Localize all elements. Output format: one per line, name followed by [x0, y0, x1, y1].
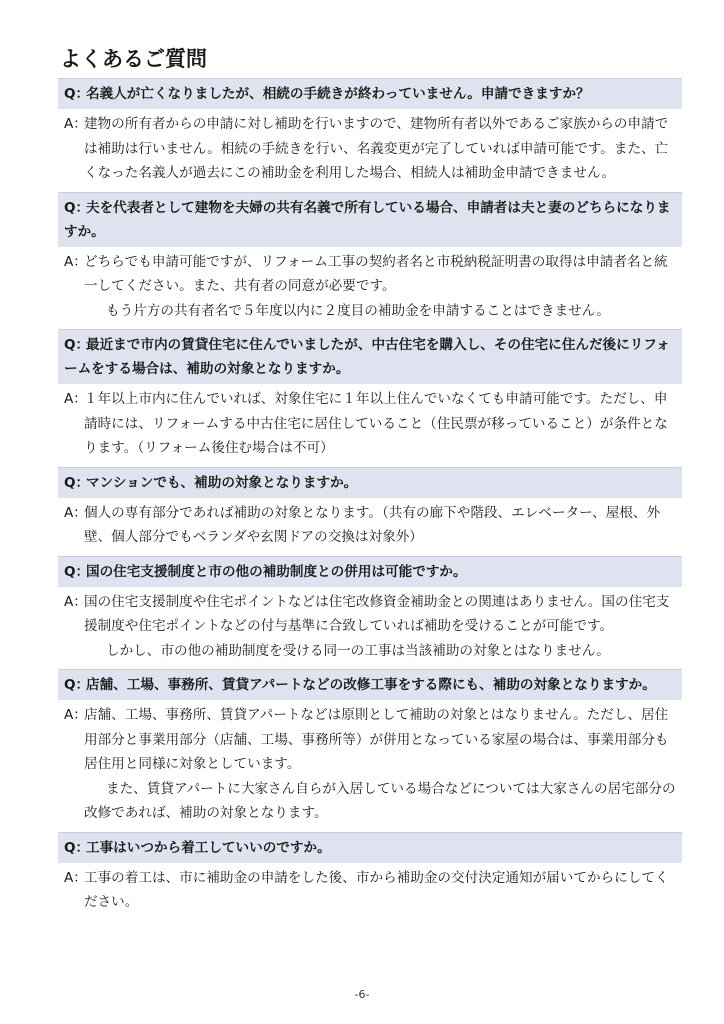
faq-answer — [58, 863, 682, 917]
faq-question — [58, 556, 682, 587]
faq-question — [58, 832, 682, 863]
question-label: Q： — [64, 86, 90, 102]
question-label: Q： — [64, 677, 90, 693]
answer-text: １年以上市内に住んでいれば、対象住宅に１年以上住んでいなくても申請可能です。ただし、申請時には、リフォームする中古住宅に居住していること（住民票が移っていること）が条件となります。（リフォーム後住む場合は不可） — [84, 391, 668, 456]
question-label: Q： — [64, 474, 90, 491]
answer-paragraph — [64, 250, 678, 299]
answer-paragraph — [64, 777, 678, 826]
answer-text: もう片方の共有者名で５年度以内に２度目の補助金を申請することはできません。 — [106, 302, 610, 319]
question-text: マンションでも、補助の対象となりますか。 — [86, 474, 358, 491]
answer-text: 個人の専有部分であれば補助の対象となります。（共有の廊下や階段、エレベーター、屋根、外壁、個人部分でもベランダや玄関ドアの交換は対象外） — [84, 504, 661, 545]
answer-text: どちらでも申請可能ですが、リフォーム工事の契約者名と市税納税証明書の取得は申請者名と統一してください。また、共有者の同意が必要です。 — [84, 253, 668, 294]
answer-paragraph — [64, 112, 678, 186]
answer-label: A： — [64, 116, 87, 132]
answer-label: A： — [64, 707, 87, 723]
faq-question — [58, 329, 682, 384]
question-text: 工事はいつから着工していいのですか。 — [86, 839, 331, 856]
faq-page — [58, 44, 682, 917]
answer-text: 店舗、工場、事務所、賃貸アパートなどは原則として補助の対象とはなりません。ただし、居住用部分と事業用部分（店舗、工場、事務所等）が併用となっている家屋の場合は、事業用部分も居住用と同様に対象としています。 — [84, 707, 669, 772]
question-text: 夫を代表者として建物を夫婦の共有名義で所有している場合、申請者は夫と妻のどちらになりますか。 — [64, 199, 671, 240]
faq-answer — [58, 700, 682, 828]
answer-text: 建物の所有者からの申請に対し補助を行いますので、建物所有者以外であるご家族からの申請では補助は行いません。相続の手続きを行い、名義変更が完了していれば申請可能です。また、亡くなった名義人が過去にこの補助金を利用した場合、相続人は補助金申請できません。 — [84, 116, 669, 181]
faq-answer — [58, 587, 682, 666]
answer-label: A： — [64, 504, 87, 521]
answer-text: しかし、市の他の補助制度を受ける同一の工事は当該補助の対象とはなりません。 — [106, 642, 610, 659]
answer-label: A： — [64, 391, 87, 407]
question-text: 最近まで市内の賃貸住宅に住んでいましたが、中古住宅を購入し、その住宅に住んだ後にリフォームをする場合は、補助の対象となりますか。 — [64, 337, 670, 377]
question-text: 国の住宅支援制度と市の他の補助制度との併用は可能ですか。 — [86, 563, 467, 580]
faq-question — [58, 78, 682, 109]
question-label: Q： — [64, 839, 90, 856]
faq-answer — [58, 498, 682, 552]
page-number: -6- — [354, 988, 370, 1001]
answer-text: 工事の着工は、市に補助金の申請をした後、市から補助金の交付決定通知が届いてからにしてください。 — [84, 869, 669, 910]
answer-paragraph — [64, 590, 678, 639]
answer-paragraph — [64, 703, 678, 777]
answer-text: 国の住宅支援制度や住宅ポイントなどは住宅改修資金補助金との関連はありません。国の住宅支援制度や住宅ポイントなどの付与基準に合致していれば補助を受けることが可能です。 — [84, 593, 670, 634]
question-label: Q： — [64, 337, 90, 353]
answer-text: また、賃貸アパートに大家さん自らが入居している場合などについては大家さんの居宅部分の改修であれば、補助の対象となります。 — [84, 780, 676, 821]
answer-paragraph — [64, 639, 678, 664]
answer-paragraph — [64, 866, 678, 915]
answer-label: A： — [64, 253, 87, 270]
faq-question — [58, 467, 682, 498]
question-label: Q： — [64, 199, 90, 216]
question-text: 店舗、工場、事務所、賃貸アパートなどの改修工事をする際にも、補助の対象となりますか。 — [86, 677, 656, 693]
answer-label: A： — [64, 869, 87, 886]
faq-answer — [58, 109, 682, 188]
answer-label: A： — [64, 593, 87, 610]
question-label: Q： — [64, 563, 90, 580]
faq-question — [58, 669, 682, 700]
answer-paragraph — [64, 387, 678, 461]
faq-question — [58, 192, 682, 247]
faq-list — [58, 78, 682, 917]
question-text: 名義人が亡くなりましたが、相続の手続きが終わっていません。申請できますか？ — [86, 86, 590, 102]
page-title: よくあるご質問 — [60, 47, 207, 71]
faq-answer — [58, 247, 682, 326]
answer-paragraph — [64, 501, 678, 550]
faq-answer — [58, 384, 682, 463]
answer-paragraph — [64, 299, 678, 324]
